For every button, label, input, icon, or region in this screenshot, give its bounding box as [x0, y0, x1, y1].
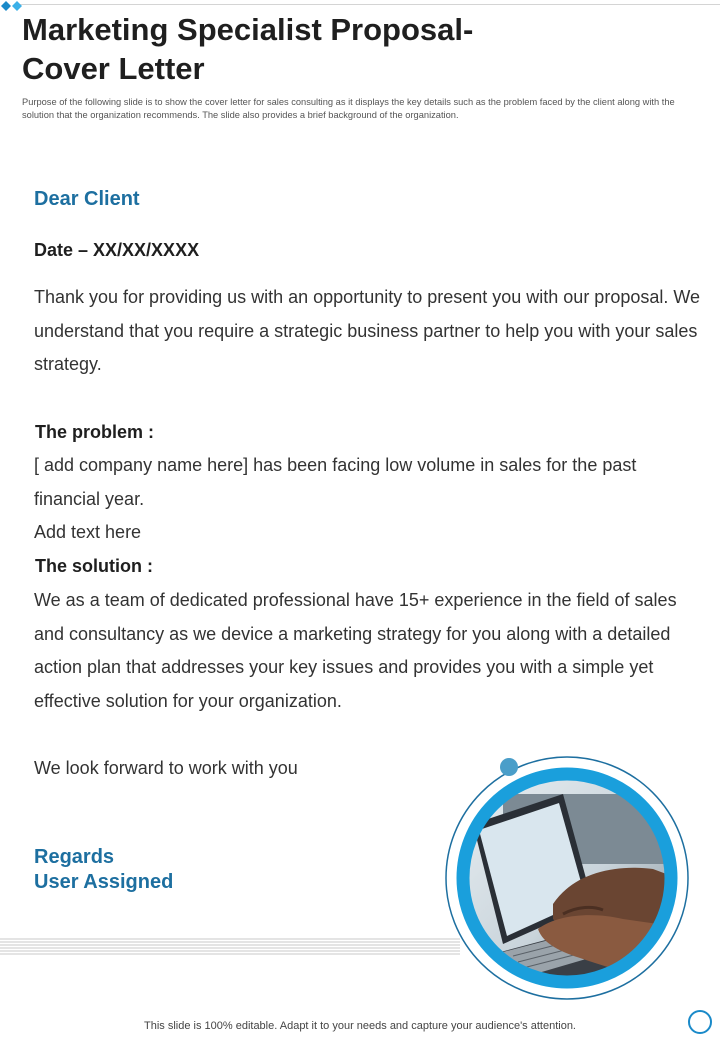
letter-greeting: Dear Client: [34, 188, 140, 210]
page-title-line2: Cover Letter: [22, 51, 205, 86]
problem-heading: The problem :: [35, 422, 155, 442]
footer-note: This slide is 100% editable. Adapt it to your needs and capture your audience's attention.: [144, 1020, 576, 1032]
page-subtitle: Purpose of the following slide is to show the cover letter for sales consulting as it displays the key details such as the problem faced by the client along with the solution that the organization recommends. The slide also provides a brief background of the organization.: [22, 97, 675, 120]
page-title: [22, 10, 582, 88]
decorative-stripes: [0, 938, 460, 956]
problem-paragraph: [ add company name here] has been facing low volume in sales for the past financial year.: [34, 455, 637, 509]
solution-heading: The solution :: [35, 556, 153, 576]
page-title-line1: Marketing Specialist Proposal-: [22, 12, 474, 47]
intro-paragraph: Thank you for providing us with an opportunity to present you with our proposal. We understand that you require a strategic business partner to help you with your sales strategy.: [34, 287, 701, 374]
laptop-typing-photo: [443, 754, 691, 1002]
letter-date: Date – XX/XX/XXXX: [34, 240, 200, 260]
closing-line: We look forward to work with you: [34, 758, 298, 778]
regards-label: Regards: [34, 846, 115, 868]
corner-ring-icon: [688, 1010, 712, 1034]
signature-block: [34, 845, 173, 895]
solution-paragraph: We as a team of dedicated professional have 15+ experience in the field of sales and consultancy as we device a marketing strategy for you along with a detailed action plan that addresses your key issues and provides you with a simple yet effective solution for your organization.: [34, 590, 677, 711]
top-divider: [18, 4, 720, 5]
add-text-placeholder: Add text here: [34, 522, 142, 542]
signature-name: User Assigned: [34, 871, 174, 893]
